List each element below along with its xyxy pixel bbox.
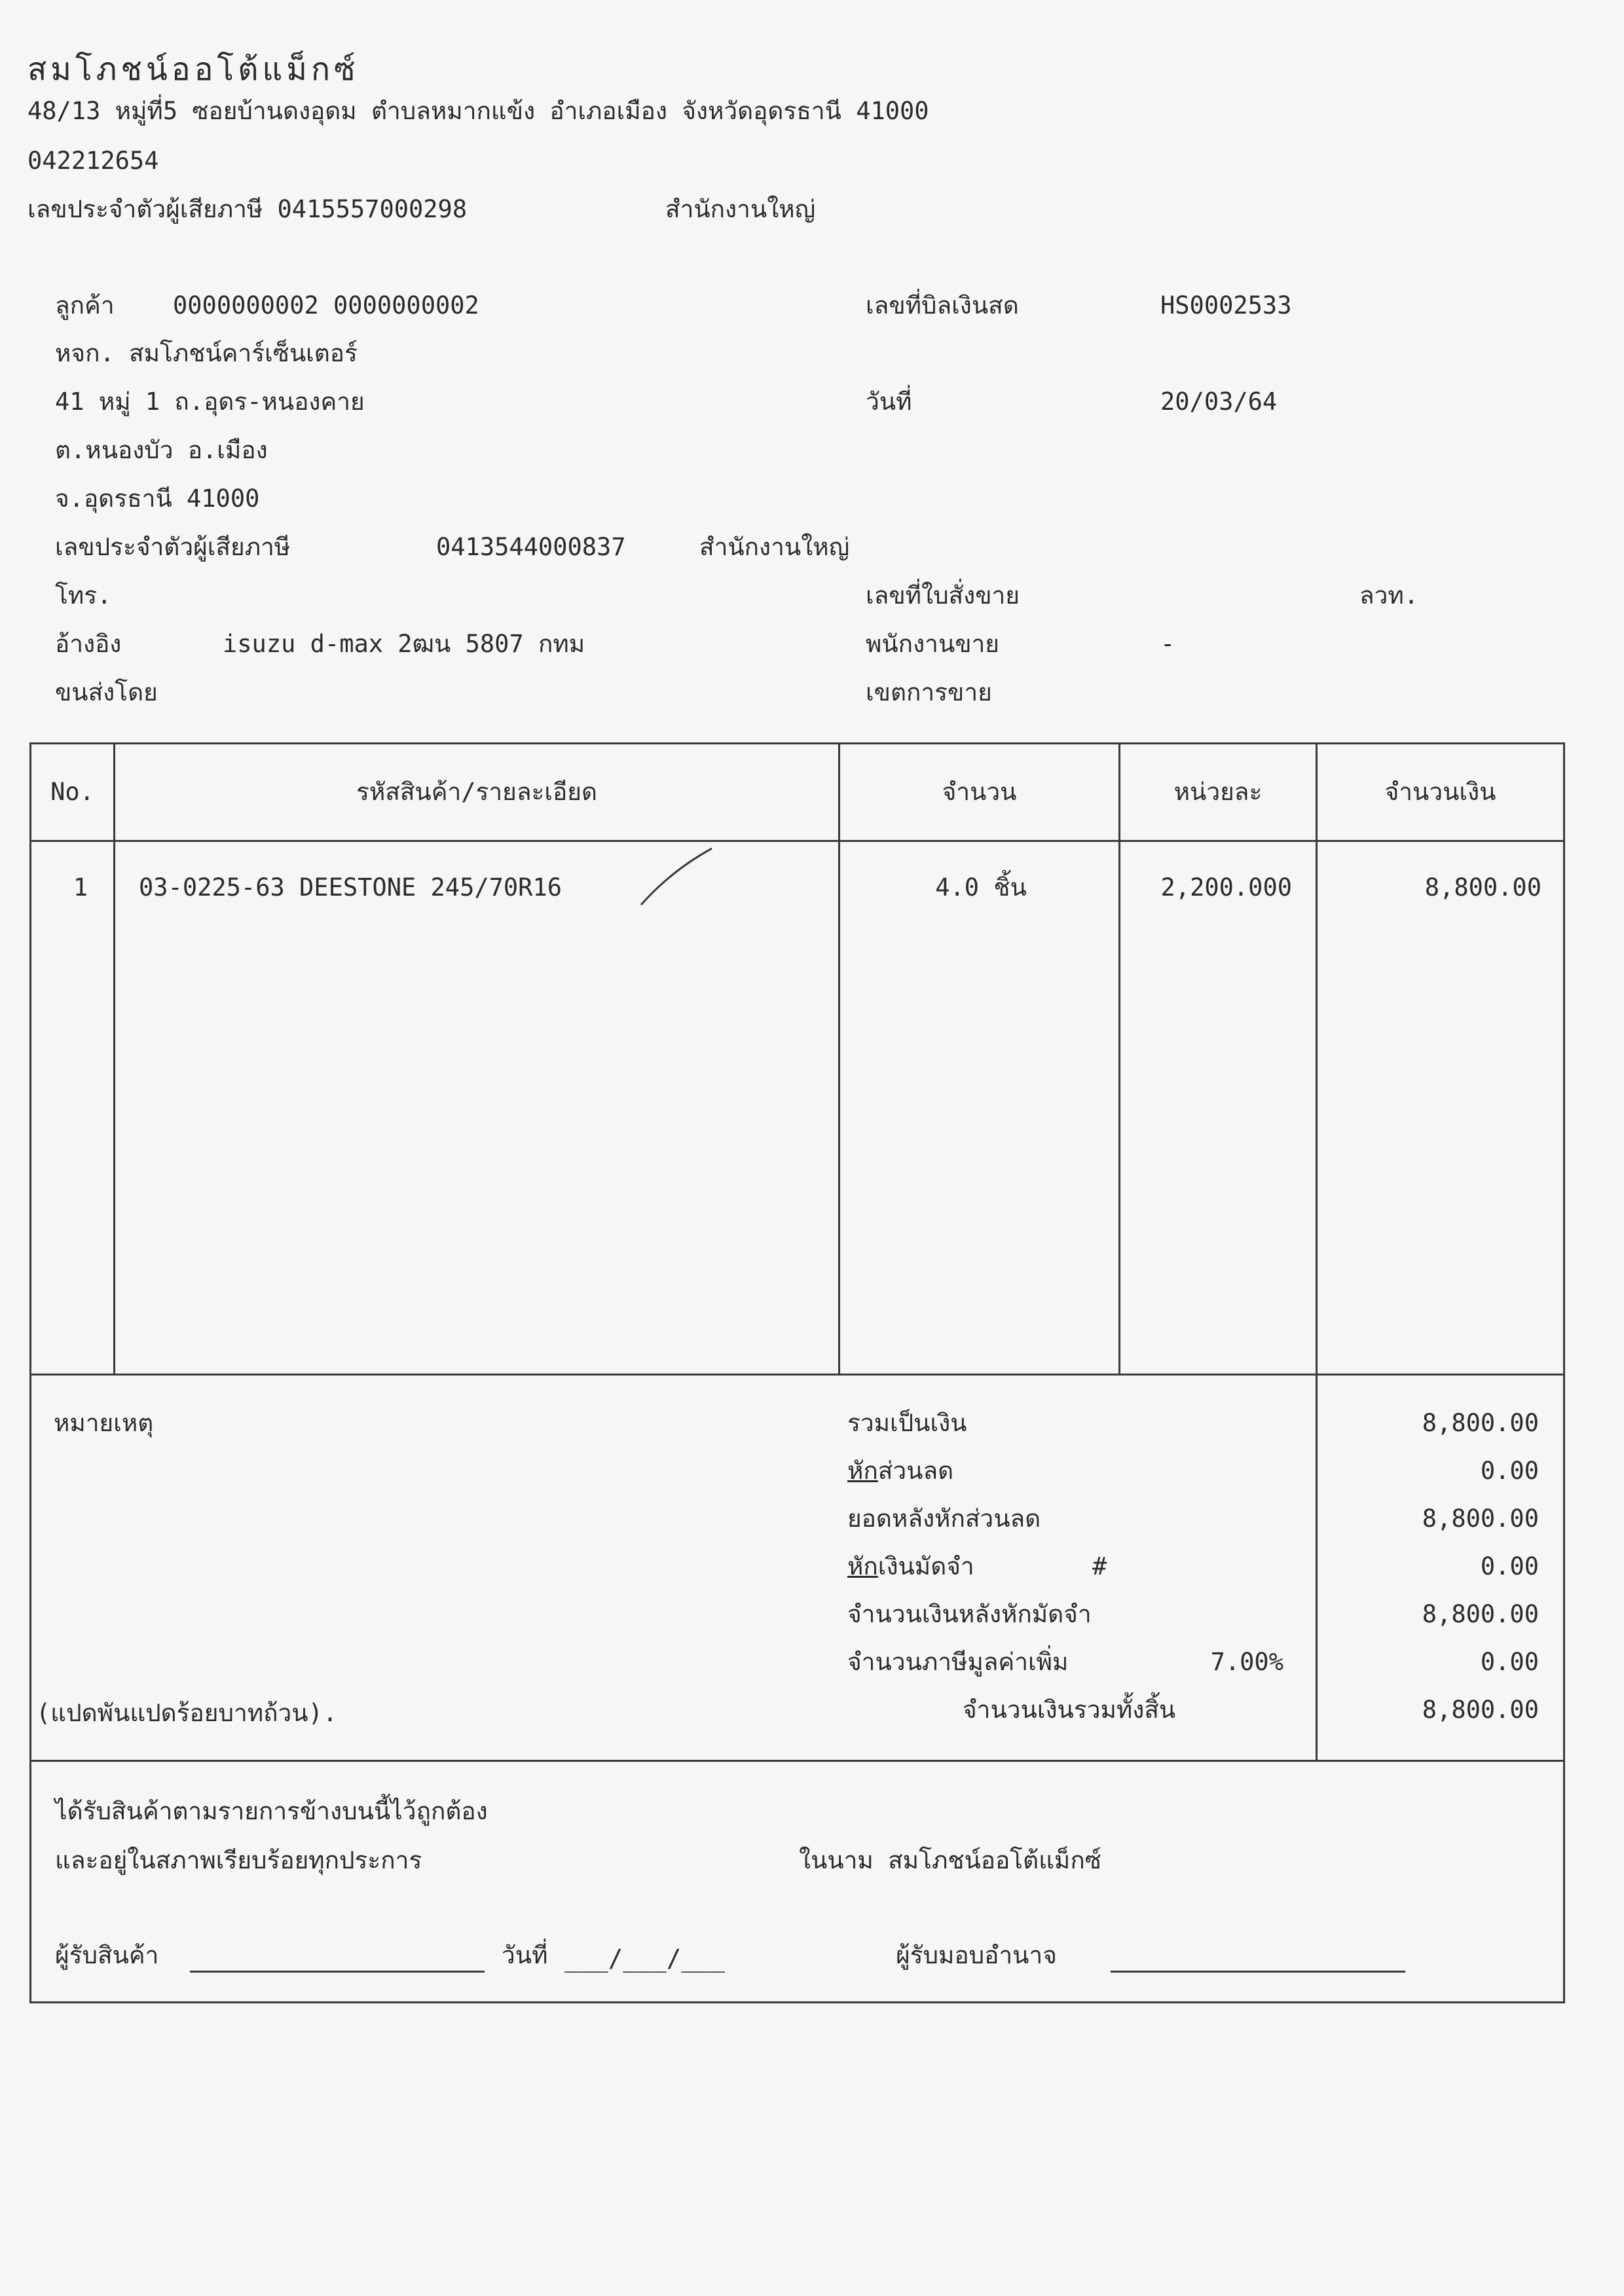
- grand-total-label: จำนวนเงินรวมทั้งสิ้น: [963, 1696, 1176, 1724]
- receive-date-label: วันที่: [502, 1941, 548, 1969]
- on-behalf-of: ในนาม สมโภชน์ออโต้แม็กซ์: [799, 1846, 1101, 1874]
- summary-bottom-border: [29, 1760, 1565, 1762]
- col-divider-3: [1118, 742, 1120, 1375]
- total-value: 8,800.00: [1422, 1409, 1539, 1437]
- header-amount: จำนวนเงิน: [1384, 778, 1496, 806]
- reference-label: อ้างอิง: [55, 630, 122, 658]
- remark-label: หมายเหตุ: [54, 1409, 154, 1437]
- bill-date-value: 20/03/64: [1160, 388, 1278, 416]
- receiver-signature-line: [190, 1971, 485, 1973]
- vat-rate: 7.00%: [1210, 1648, 1283, 1676]
- table-header-border: [29, 840, 1565, 842]
- after-deposit-label: จำนวนเงินหลังหักมัดจำ: [847, 1600, 1092, 1628]
- deposit-label: เงินมัดจำ: [877, 1552, 974, 1580]
- row-1-no: 1: [73, 873, 88, 902]
- customer-code: 0000000002 0000000002: [173, 291, 479, 319]
- customer-address-2: ต.หนองบัว อ.เมือง: [55, 436, 268, 464]
- discount-prefix: หัก: [847, 1457, 878, 1485]
- customer-address-1: 41 หมู่ 1 ถ.อุดร-หนองคาย: [55, 388, 365, 416]
- right-border: [1563, 742, 1565, 2003]
- sales-order-value: ลวท.: [1359, 581, 1419, 610]
- footer-bottom-border: [29, 2001, 1565, 2003]
- header-unit-price: หน่วยละ: [1173, 778, 1263, 806]
- total-label: รวมเป็นเงิน: [847, 1409, 967, 1437]
- company-address: 48/13 หมู่ที่5 ซอยบ้านดงอุดม ตำบลหมากแข้ง อำเภอเมือง จังหวัดอุดรธานี 41000: [28, 97, 929, 125]
- deposit-value: 0.00: [1480, 1552, 1539, 1580]
- table-bottom-border: [29, 1374, 1565, 1376]
- company-branch: สำนักงานใหญ่: [665, 195, 816, 223]
- company-phone: 042212654: [28, 147, 159, 175]
- deposit-mark: #: [1092, 1552, 1107, 1580]
- after-deposit-value: 8,800.00: [1422, 1600, 1539, 1628]
- received-statement-2: และอยู่ในสภาพเรียบร้อยทุกประการ: [55, 1846, 422, 1874]
- deposit-prefix: หัก: [847, 1552, 878, 1580]
- customer-label: ลูกค้า: [55, 291, 115, 319]
- col-divider-1: [113, 742, 115, 1375]
- table-top-border: [29, 742, 1565, 744]
- discount-label: ส่วนลด: [877, 1457, 954, 1485]
- row-1-amount: 8,800.00: [1424, 873, 1541, 902]
- header-description: รหัสสินค้า/รายละเอียด: [356, 778, 597, 806]
- row-1-description: 03-0225-63 DEESTONE 245/70R16: [139, 873, 563, 902]
- received-statement-1: ได้รับสินค้าตามรายการข้างบนนี้ไว้ถูกต้อง: [55, 1797, 488, 1825]
- salesperson-value: -: [1160, 630, 1175, 658]
- vat-label: จำนวนภาษีมูลค่าเพิ่ม: [847, 1648, 1069, 1676]
- receive-date-blank: ___/___/___: [564, 1944, 726, 1973]
- discount-value: 0.00: [1480, 1457, 1539, 1485]
- customer-name: หจก. สมโภชน์คาร์เซ็นเตอร์: [55, 339, 358, 367]
- customer-phone-label: โทร.: [55, 581, 112, 610]
- bill-no-label: เลขที่บิลเงินสด: [866, 291, 1019, 319]
- sales-order-label: เลขที่ใบสั่งขาย: [866, 581, 1020, 610]
- reference-value: isuzu d-max 2ฒน 5807 กทม: [223, 630, 585, 658]
- vat-value: 0.00: [1480, 1648, 1539, 1676]
- authorized-label: ผู้รับมอบอำนาจ: [896, 1941, 1057, 1969]
- company-name: สมโภชน์ออโต้แม็กซ์: [28, 51, 360, 88]
- sales-area-label: เขตการขาย: [866, 678, 992, 706]
- col-divider-2: [838, 742, 840, 1375]
- row-1-unit-price: 2,200.000: [1160, 873, 1292, 902]
- amount-in-words: (แปดพันแปดร้อยบาทถ้วน).: [36, 1699, 338, 1727]
- customer-tax-label: เลขประจำตัวผู้เสียภาษี: [55, 533, 291, 561]
- row-1-quantity: 4.0 ชิ้น: [935, 873, 1027, 902]
- customer-branch: สำนักงานใหญ่: [699, 533, 850, 561]
- customer-address-3: จ.อุดรธานี 41000: [55, 484, 260, 513]
- bill-date-label: วันที่: [866, 388, 912, 416]
- company-tax-id: เลขประจำตัวผู้เสียภาษี 0415557000298: [28, 195, 468, 223]
- receiver-label: ผู้รับสินค้า: [55, 1941, 159, 1969]
- after-discount-value: 8,800.00: [1422, 1504, 1539, 1533]
- deposit-row: [847, 1552, 974, 1581]
- authorized-signature-line: [1111, 1971, 1405, 1973]
- grand-total-value: 8,800.00: [1422, 1696, 1539, 1724]
- discount-row: [847, 1457, 953, 1485]
- customer-tax-id: 0413544000837: [436, 533, 626, 561]
- header-no: No.: [50, 778, 94, 806]
- bill-no-value: HS0002533: [1160, 291, 1292, 319]
- checkmark-stroke: [638, 845, 717, 910]
- header-quantity: จำนวน: [942, 778, 1017, 806]
- left-border: [29, 742, 31, 2003]
- salesperson-label: พนักงานขาย: [866, 630, 999, 658]
- after-discount-label: ยอดหลังหักส่วนลด: [847, 1504, 1041, 1533]
- shipping-label: ขนส่งโดย: [55, 678, 158, 706]
